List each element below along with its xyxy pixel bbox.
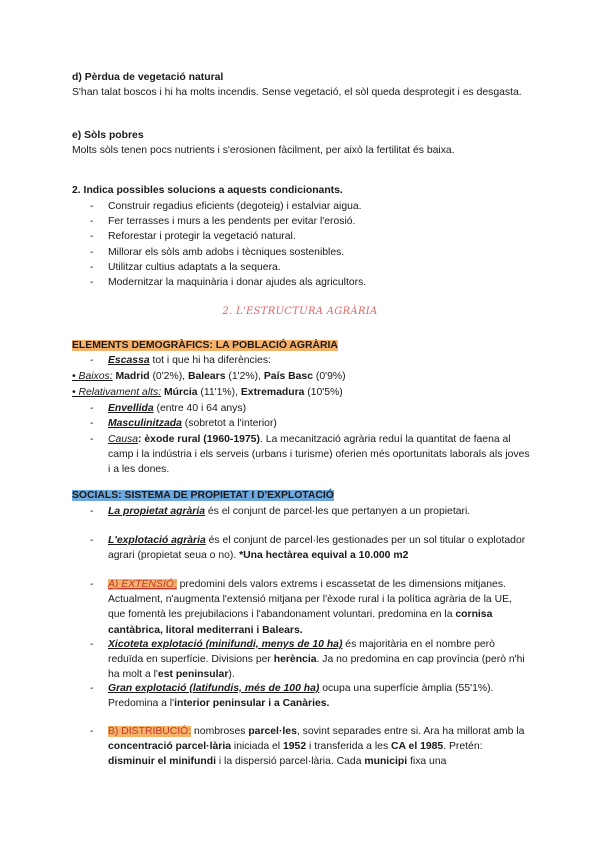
distribucio-label: B) DISTRIBUCIÓ:: [108, 726, 192, 737]
solution-item: Modernitzar la maquinària i donar ajudes als agricultors.: [108, 277, 367, 288]
distribucio-bold: parcel·les: [248, 726, 297, 737]
alts-val: (10'5%): [304, 387, 343, 398]
causa-bold: : èxode rural (1960-1975): [138, 434, 260, 445]
propietat-item: [108, 504, 532, 519]
distribucio-text: fixa una: [407, 756, 447, 768]
gran-item: [108, 681, 532, 711]
propietat-term: La propietat agrària: [108, 506, 206, 517]
section-e: [72, 128, 532, 158]
xicoteta-bold: herència: [273, 654, 317, 666]
bullet-dash: -: [90, 201, 94, 212]
alts-name: Extremadura: [240, 387, 305, 398]
section-d: [72, 70, 532, 100]
alts-name: Múrcia: [164, 387, 198, 398]
extensio-item: [108, 577, 532, 638]
distribucio-item: [108, 724, 532, 770]
distribucio-bold: disminuir el minifundi: [108, 756, 216, 768]
distribucio-text: iniciada el: [231, 741, 283, 753]
social-heading-text: SOCIALS: SISTEMA DE PROPIETAT I D'EXPLOTACIÓ: [72, 490, 334, 501]
bullet-dash: -: [90, 535, 94, 546]
escassa-term: Escassa: [108, 355, 150, 366]
xicoteta-item: [108, 637, 532, 683]
distribucio-bold: CA el 1985: [391, 741, 444, 753]
masculinitzada-item: [108, 416, 532, 431]
baixos-name: Madrid: [115, 371, 150, 382]
propietat-rest: és el conjunt de parcel·les que pertanyen a un propietari.: [205, 506, 471, 517]
alts-val: (11'1%),: [197, 387, 241, 398]
demo-heading-text: ELEMENTS DEMOGRÀFICS: LA POBLACIÓ AGRÀRIA: [72, 340, 338, 351]
bullet-dash: -: [90, 579, 94, 590]
xicoteta-text: . Ja no predomina en cap província (però n'hi ha molt a l': [108, 654, 525, 681]
demo-heading: [72, 338, 532, 353]
extensio-label: A) EXTENSIÓ:: [108, 579, 177, 590]
bullet-dash: -: [90, 683, 94, 694]
hectarea-note: *Una hectàrea equival a 10.000 m2: [239, 550, 409, 562]
distribucio-text: i transferida a les: [306, 741, 392, 753]
distribucio-bold: municipi: [364, 756, 408, 768]
extensio-bold: cornisa cantàbrica, litoral mediterrani i Balears.: [108, 609, 493, 636]
solution-item: Millorar els sòls amb adobs i tècniques sostenibles.: [108, 246, 345, 258]
question-2-title: 2. Indica possibles solucions a aquests condicionants.: [72, 185, 343, 196]
baixos-name: Balears: [187, 371, 226, 382]
causa-label: Causa: [108, 434, 139, 445]
bullet-dash: -: [90, 434, 94, 445]
section-e-text: Molts sòls tenen pocs nutrients i s'erosionen fàcilment, per això la fertilitat és baixa.: [72, 145, 455, 157]
baixos-label: • Baixos:: [72, 371, 113, 382]
bullet-dash: -: [90, 216, 94, 228]
explotacio-rest: és el conjunt de parcel·les gestionades per un sol titular o explotador agrari (propietat seua o no).: [108, 535, 526, 562]
causa-rest: . La mecanització agrària reduí la quantitat de faena al camp i la indústria i els serveis (urbans i turisme) oferien més oportunitats laborals als joves i a les dones.: [108, 434, 530, 476]
extensio-text: predomini dels valors extrems i escassetat de les dimensions mitjanes. Actualment, n'augmenta l'extensió mitjana per l'èxode rural i la política agrària de la UE, que fomentà les prejubilacions i l'abandonament voluntari. predomina en la: [108, 579, 512, 621]
explotacio-item: [108, 533, 532, 563]
bullet-dash: -: [90, 231, 94, 243]
explotacio-term: L'explotació agrària: [108, 535, 206, 546]
gran-bold: interior peninsular i a Canàries.: [174, 698, 330, 710]
baixos-line: [72, 369, 532, 384]
masculinitzada-term: Masculinitzada: [108, 418, 182, 429]
solution-item: Construir regadius eficients (degoteig) i estalviar aigua.: [108, 201, 362, 212]
bullet-dash: -: [90, 418, 94, 429]
alts-label: • Relativament alts:: [72, 387, 162, 398]
baixos-val: (0'2%),: [149, 371, 188, 382]
bullet-dash: -: [90, 277, 94, 288]
gran-text: ocupa una superfície àmplia (55'1%). Predomina a l': [108, 683, 494, 710]
bullet-dash: -: [90, 246, 94, 258]
xicoteta-text: ).: [228, 669, 235, 681]
distribucio-bold: 1952: [283, 741, 307, 753]
bullet-dash: -: [90, 403, 94, 414]
distribucio-text: i la dispersió parcel·lària. Cada: [215, 756, 365, 768]
xicoteta-bold: est peninsular: [157, 669, 229, 681]
baixos-val: (0'9%): [312, 371, 346, 382]
bullet-dash: -: [90, 261, 94, 273]
solution-item: Fer terrasses i murs a les pendents per evitar l'erosió.: [108, 216, 356, 228]
section-d-title: d) Pèrdua de vegetació natural: [72, 72, 224, 83]
distribucio-text: . Pretén:: [443, 741, 483, 753]
xicoteta-term: Xicoteta explotació (minifundi, menys de 10 ha): [108, 639, 343, 650]
gran-term: Gran explotació (latifundis, més de 100 ha): [108, 683, 320, 694]
bullet-dash: -: [90, 355, 94, 366]
section-e-title: e) Sòls pobres: [72, 130, 144, 141]
bullet-dash: -: [90, 726, 94, 737]
distribucio-text: , sovint separades entre si. Ara ha millorat amb la: [296, 726, 525, 737]
envellida-term: Envellida: [108, 403, 154, 414]
section-d-text: S'han talat boscos i hi ha molts incendis. Sense vegetació, el sòl queda desprotegit i es desgasta.: [72, 87, 522, 99]
bullet-dash: -: [90, 506, 94, 517]
escassa-rest: tot i que hi ha diferències:: [149, 355, 271, 366]
distribucio-bold: concentració parcel·lària: [108, 741, 232, 753]
envellida-item: [108, 401, 532, 416]
section-title: 2. L'ESTRUCTURA AGRÀRIA: [222, 306, 378, 317]
bullet-dash: -: [90, 639, 94, 650]
causa-item: [108, 432, 532, 478]
envellida-rest: (entre 40 i 64 anys): [153, 403, 247, 414]
solution-item: Utilitzar cultius adaptats a la sequera.: [108, 261, 281, 273]
solution-item: Reforestar i protegir la vegetació natural.: [108, 231, 296, 243]
baixos-val: (1'2%),: [225, 371, 264, 382]
alts-line: [72, 385, 532, 400]
social-heading: [72, 488, 532, 503]
xicoteta-text: és majoritària en el nombre però reduïda en superfície. Divisions per: [108, 639, 495, 666]
masculinitzada-rest: (sobretot a l'interior): [181, 418, 277, 429]
distribucio-text: nombroses: [191, 726, 249, 737]
baixos-name: País Basc: [263, 371, 313, 382]
escassa-item: [108, 353, 532, 368]
